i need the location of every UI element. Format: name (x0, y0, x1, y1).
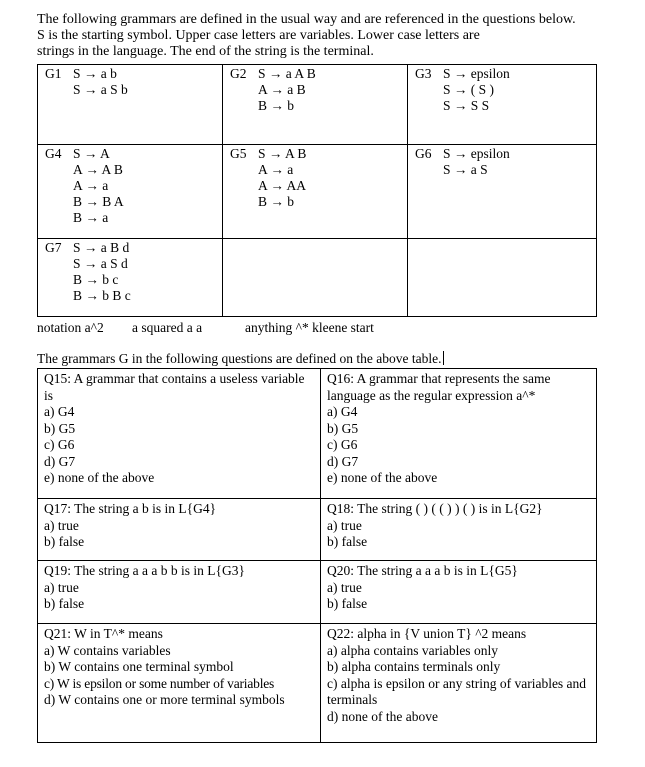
question-stem: Q16: A grammar that represents the same language as the regular expression a^* (327, 371, 551, 403)
question-q19 (38, 561, 321, 624)
answer-option: c) G6 (44, 437, 75, 452)
answer-option: b) G5 (44, 420, 76, 436)
question-stem: Q18: The string ( ) ( ( ) ) ( ) is in L{G2} (327, 501, 543, 516)
question-stem: Q19: The string a a a b b is in L{G3} (44, 563, 245, 578)
grammar-rule: S → A (73, 146, 110, 161)
question-stem: Q21: W in T^* means (44, 626, 163, 641)
grammar-rule: S → A B (258, 146, 307, 161)
grammar-rule: A → AA (258, 178, 307, 193)
grammar-rule: A → a (73, 178, 109, 193)
answer-option: a) W contains variables (44, 642, 171, 658)
question-stem: Q22: alpha in {V union T} ^2 means (327, 626, 527, 641)
notation-kleene: anything ^* kleene start (245, 320, 374, 335)
answer-option: a) G4 (44, 404, 75, 419)
grammar-rule: S → S S (443, 98, 490, 113)
grammar-name: G6 (415, 146, 432, 161)
grammar-name: G5 (230, 146, 247, 161)
answer-option: d) G7 (327, 453, 359, 469)
grammar-rule: A → a (258, 162, 294, 177)
question-stem: Q15: A grammar that contains a useless variable is (44, 371, 305, 403)
answer-option: a) true (327, 579, 362, 595)
grammar-rule: B → B A (73, 194, 124, 209)
answer-option: a) alpha contains variables only (327, 642, 498, 658)
question-q22 (321, 624, 597, 743)
grammar-table (37, 64, 597, 317)
grammar-name: G3 (415, 66, 432, 81)
grammar-name: G7 (45, 240, 62, 255)
grammar-rule: S → a A B (258, 66, 316, 81)
intro-text (37, 12, 617, 60)
grammar-rule: B → b (258, 194, 295, 209)
answer-option: b) false (327, 534, 368, 549)
grammar-cell-g5 (223, 145, 408, 239)
grammar-rule: A → A B (73, 162, 123, 177)
question-stem: Q20: The string a a a b is in L{G5} (327, 563, 518, 578)
intro-line: S is the starting symbol. Upper case letters are variables. Lower case letters are (37, 28, 480, 43)
grammar-rule: S → a b (73, 66, 117, 81)
grammar-cell-empty (408, 239, 597, 317)
grammar-rule: S → epsilon (443, 146, 510, 161)
table-reference-note (37, 351, 444, 367)
question-q20 (321, 561, 597, 624)
answer-option: a) true (44, 579, 79, 595)
answer-option: a) true (327, 517, 362, 533)
answer-option: b) false (44, 596, 85, 611)
grammar-rule: S → a S (443, 162, 488, 177)
answer-option: b) alpha contains terminals only (327, 659, 501, 674)
answer-option: c) W is epsilon or some number of variables (44, 675, 275, 691)
question-q18 (321, 499, 597, 561)
answer-option: d) G7 (44, 453, 76, 469)
grammar-rule: B → a (73, 210, 109, 225)
notation-power: notation a^2 (37, 320, 104, 335)
questions-table (37, 368, 597, 743)
grammar-name: G2 (230, 66, 247, 81)
grammar-rule: S → a S b (73, 82, 128, 97)
answer-option: b) false (44, 534, 85, 549)
question-q15 (38, 369, 321, 499)
note-text: The grammars G in the following questions are defined on the above table. (37, 351, 442, 366)
question-q17 (38, 499, 321, 561)
grammar-rule: S → a S d (73, 256, 128, 271)
text-cursor (443, 351, 444, 365)
intro-line: The following grammars are defined in the usual way and are referenced in the questions below. (37, 12, 576, 27)
grammar-cell-g6 (408, 145, 597, 239)
grammar-cell-g7 (38, 239, 223, 317)
grammar-cell-g4 (38, 145, 223, 239)
grammar-name: G4 (45, 146, 62, 161)
answer-option: a) G4 (327, 404, 358, 419)
answer-option: a) true (44, 517, 79, 533)
grammar-name: G1 (45, 66, 62, 81)
grammar-rule: B → b B c (73, 288, 131, 303)
answer-option: d) none of the above (327, 708, 438, 724)
answer-option: e) none of the above (327, 470, 438, 485)
grammar-cell-g3 (408, 65, 597, 145)
grammar-cell-g1 (38, 65, 223, 145)
grammar-cell-g2 (223, 65, 408, 145)
answer-option: b) W contains one terminal symbol (44, 659, 234, 674)
intro-line: strings in the language. The end of the string is the terminal. (37, 44, 374, 59)
grammar-cell-empty (223, 239, 408, 317)
grammar-rule: B → b c (73, 272, 119, 287)
answer-option: c) G6 (327, 437, 358, 452)
answer-option: b) false (327, 596, 368, 611)
grammar-rule: S → a B d (73, 240, 130, 255)
grammar-rule: B → b (258, 98, 295, 113)
grammar-rule: S → epsilon (443, 66, 510, 81)
question-q16 (321, 369, 597, 499)
grammar-rule: A → a B (258, 82, 306, 97)
question-q21 (38, 624, 321, 743)
answer-option: b) G5 (327, 420, 359, 436)
answer-option: c) alpha is epsilon or any string of variables and terminals (327, 675, 587, 707)
answer-option: d) W contains one or more terminal symbols (44, 692, 285, 707)
notation-squared: a squared a a (132, 320, 203, 335)
question-stem: Q17: The string a b is in L{G4} (44, 501, 217, 516)
answer-option: e) none of the above (44, 470, 155, 485)
grammar-rule: S → ( S ) (443, 82, 495, 97)
